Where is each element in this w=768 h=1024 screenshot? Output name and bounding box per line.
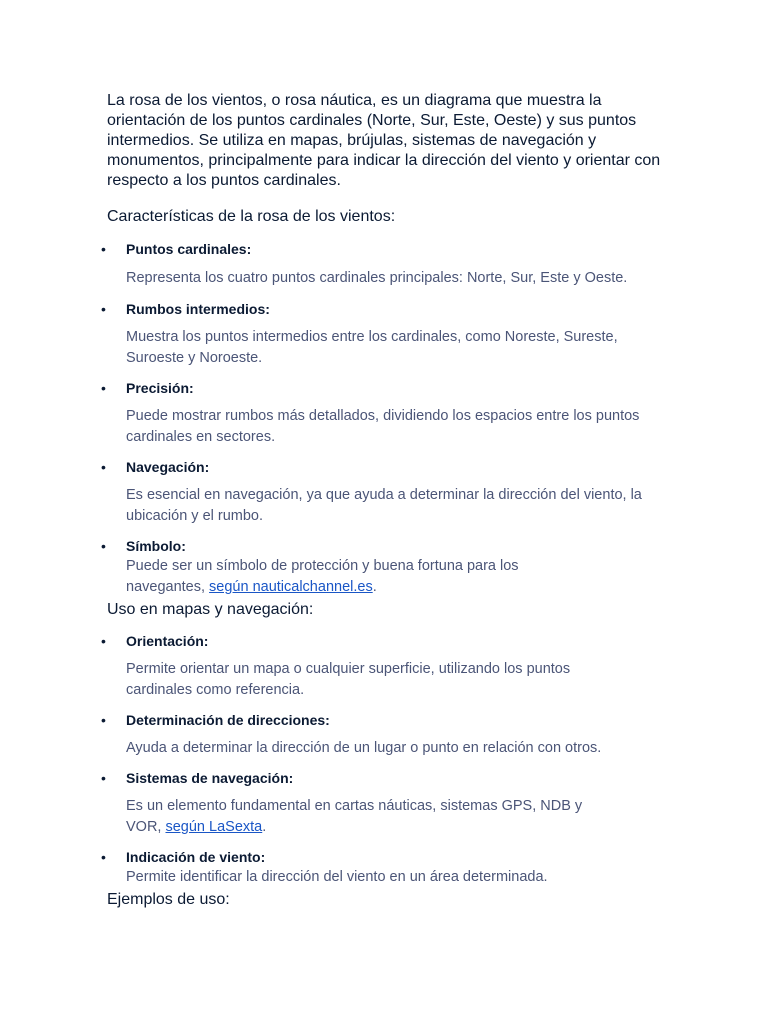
item-description-end: . <box>262 819 267 835</box>
item-description: Representa los cuatro puntos cardinales principales: Norte, Sur, Este y Oeste. <box>126 270 628 286</box>
document-body <box>101 91 667 910</box>
item-title: Precisión: <box>126 380 194 396</box>
source-link-nauticalchannel[interactable]: según nauticalchannel.es <box>209 579 373 595</box>
item-description-end: . <box>372 579 377 595</box>
bullet-icon: • <box>101 712 106 728</box>
item-title: Rumbos intermedios: <box>126 301 270 317</box>
item-description: Puede mostrar rumbos más detallados, dividiendo los espacios entre los puntos cardinales en sectores. <box>126 408 640 445</box>
section-title-ejemplos: Ejemplos de uso: <box>107 891 230 908</box>
item-title: Orientación: <box>126 633 209 649</box>
item-description: Muestra los puntos intermedios entre los cardinales, como Noreste, Sureste, Suroeste y Noroeste. <box>126 329 618 366</box>
list-item <box>101 536 667 598</box>
list-item <box>101 239 667 289</box>
section-title-uso: Uso en mapas y navegación: <box>107 601 314 618</box>
list-item <box>101 631 667 701</box>
bullet-icon: • <box>101 241 106 257</box>
list-item <box>101 768 667 838</box>
section-title-caracteristicas: Características de la rosa de los vientos: <box>107 208 396 225</box>
bullet-icon: • <box>101 538 106 554</box>
item-description: Es esencial en navegación, ya que ayuda a determinar la dirección del viento, la ubicación y el rumbo. <box>126 487 642 524</box>
item-description: Permite orientar un mapa o cualquier superficie, utilizando los puntos cardinales como referencia. <box>126 661 571 698</box>
item-title: Determinación de direcciones: <box>126 712 330 728</box>
item-description: Permite identificar la dirección del viento en un área determinada. <box>126 869 548 885</box>
item-description: Ayuda a determinar la dirección de un lugar o punto en relación con otros. <box>126 740 602 756</box>
item-description-text: Es un elemento fundamental en cartas náuticas, sistemas GPS, NDB y VOR, <box>126 798 583 835</box>
list-item <box>101 847 667 888</box>
bullet-icon: • <box>101 380 106 396</box>
bullet-icon: • <box>101 459 106 475</box>
source-link-lasexta[interactable]: según LaSexta <box>165 819 263 835</box>
list-item <box>101 299 667 369</box>
item-title: Puntos cardinales: <box>126 241 252 257</box>
bullet-icon: • <box>101 301 106 317</box>
list-uso <box>101 631 667 888</box>
list-item <box>101 457 667 527</box>
list-item <box>101 710 667 759</box>
list-caracteristicas <box>101 239 667 598</box>
item-title: Indicación de viento: <box>126 849 266 865</box>
item-description <box>126 796 616 838</box>
list-item <box>101 378 667 448</box>
bullet-icon: • <box>101 633 106 649</box>
item-title: Símbolo: <box>126 538 186 554</box>
item-description <box>126 556 556 598</box>
item-description-text: Puede ser un símbolo de protección y buena fortuna para los navegantes, <box>126 558 519 595</box>
intro-paragraph: La rosa de los vientos, o rosa náutica, es un diagrama que muestra la orientación de los puntos cardinales (Norte, Sur, Este, Oeste) y sus puntos intermedios. Se utiliza en mapas, brújulas, sistemas de navegación y monumentos, principalmente para indicar la dirección del viento y orientar con respecto a los puntos cardinales. <box>107 92 661 189</box>
item-title: Sistemas de navegación: <box>126 770 294 786</box>
bullet-icon: • <box>101 770 106 786</box>
item-title: Navegación: <box>126 459 210 475</box>
bullet-icon: • <box>101 849 106 865</box>
